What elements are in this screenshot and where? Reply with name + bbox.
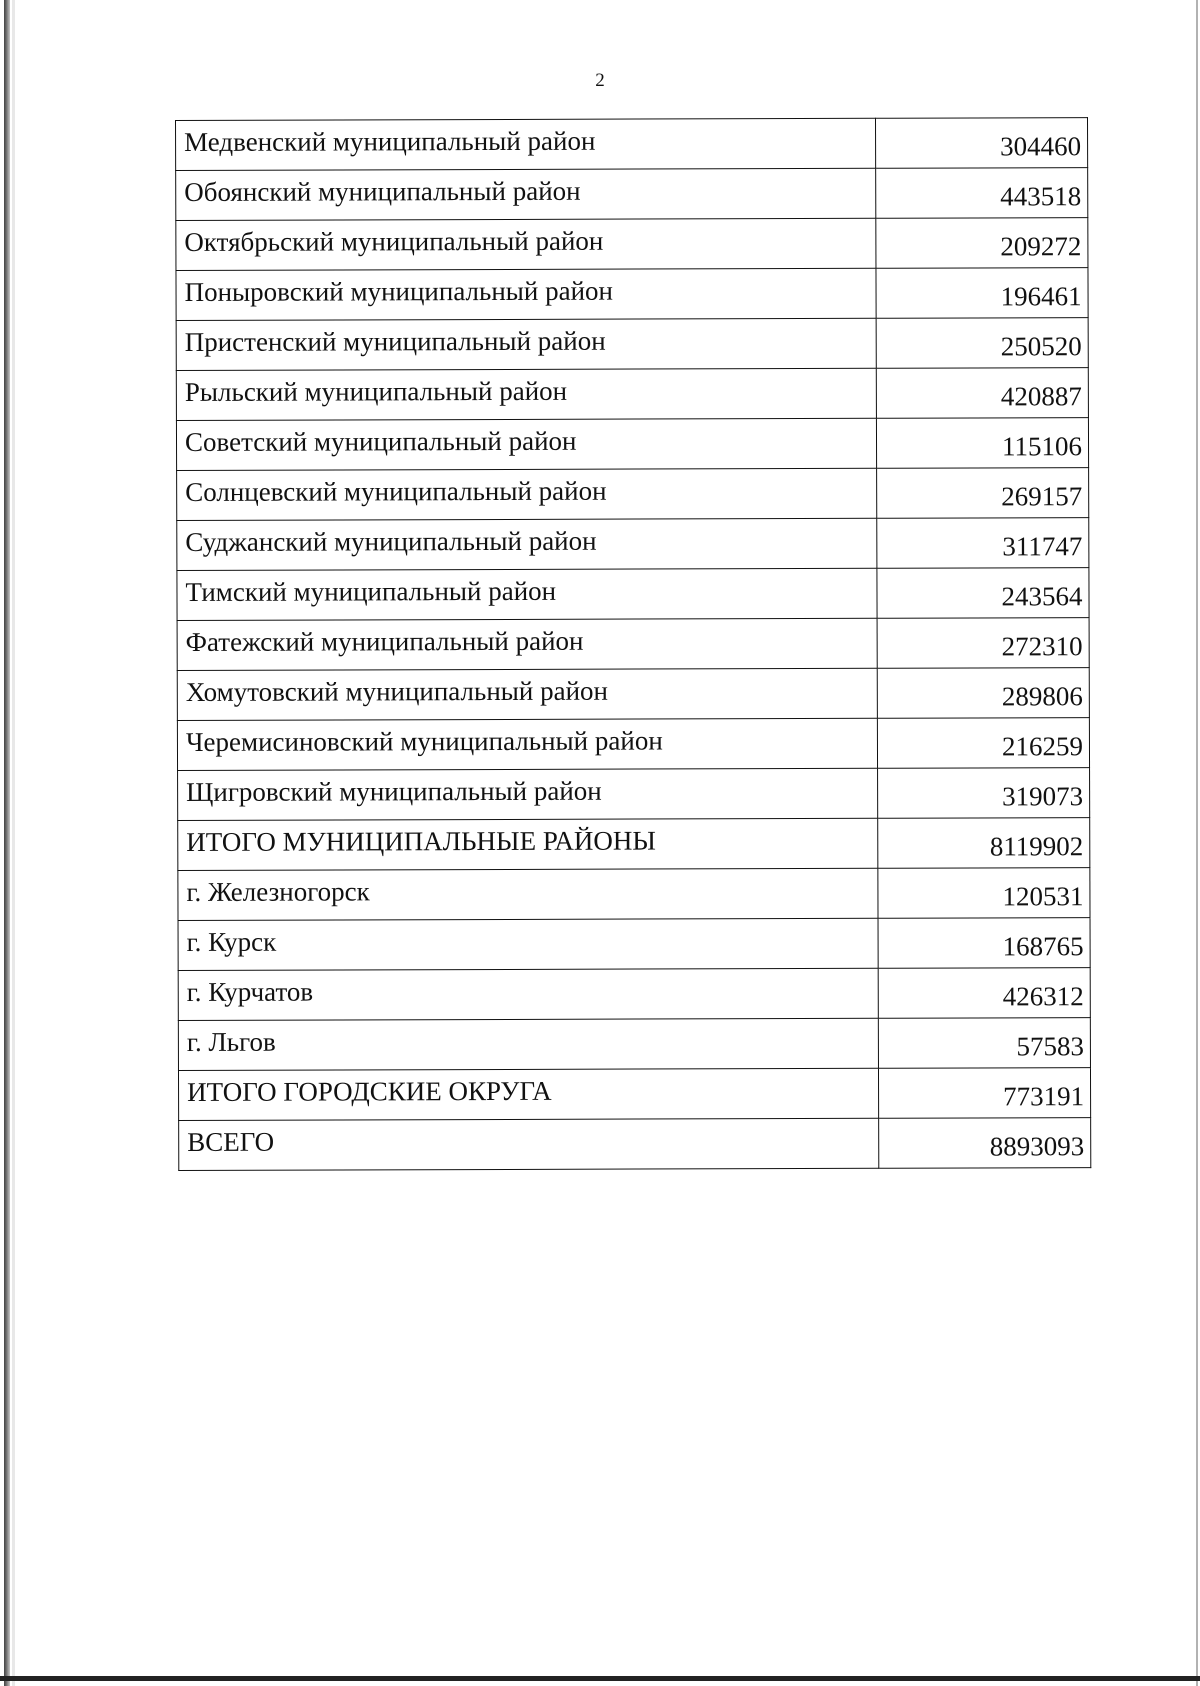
row-name-cell: ИТОГО ГОРОДСКИЕ ОКРУГА: [178, 1068, 878, 1120]
table-body: [176, 118, 1091, 1171]
page-number: 2: [595, 70, 605, 91]
row-value-cell: 773191: [878, 1068, 1090, 1119]
table-row: [176, 118, 1088, 171]
row-value-cell: 269157: [877, 468, 1089, 519]
table-row: [176, 318, 1088, 371]
row-value-cell: 420887: [876, 368, 1088, 419]
row-name-cell: Солнцевский муниципальный район: [177, 468, 877, 520]
row-name-cell: г. Курчатов: [178, 968, 878, 1020]
row-value-cell: 426312: [878, 968, 1090, 1019]
row-name-cell: ВСЕГО: [179, 1118, 879, 1170]
row-name-cell: Щигровский муниципальный район: [178, 768, 878, 820]
budget-table: [175, 117, 1091, 1171]
table-row: [178, 918, 1090, 971]
table-row: [176, 168, 1088, 221]
table-row: [178, 868, 1090, 921]
row-name-cell: Октябрьский муниципальный район: [176, 218, 876, 270]
table-row: [178, 1068, 1090, 1121]
table-row: [177, 468, 1089, 521]
row-name-cell: Тимский муниципальный район: [177, 568, 877, 620]
table-row: [176, 268, 1088, 321]
row-name-cell: Советский муниципальный район: [176, 418, 876, 470]
scan-right-edge: [1196, 0, 1198, 1686]
scan-left-edge: [4, 0, 10, 1686]
table-row: [177, 718, 1089, 771]
row-name-cell: Медвенский муниципальный район: [176, 118, 876, 170]
table-row: [178, 968, 1090, 1021]
row-value-cell: 311747: [877, 518, 1089, 569]
row-value-cell: 243564: [877, 568, 1089, 619]
row-name-cell: г. Льгов: [178, 1018, 878, 1070]
row-name-cell: Пристенский муниципальный район: [176, 318, 876, 370]
scan-bottom-edge: [0, 1676, 1200, 1681]
row-value-cell: 8119902: [878, 818, 1090, 869]
table-row: [178, 768, 1090, 821]
row-value-cell: 115106: [876, 418, 1088, 469]
row-value-cell: 209272: [876, 218, 1088, 269]
row-value-cell: 57583: [878, 1018, 1090, 1069]
row-name-cell: Поныровский муниципальный район: [176, 268, 876, 320]
table-row: [178, 818, 1090, 871]
table-row: [176, 418, 1088, 471]
row-value-cell: 120531: [878, 868, 1090, 919]
row-name-cell: Рыльский муниципальный район: [176, 368, 876, 420]
row-name-cell: г. Железногорск: [178, 868, 878, 920]
row-value-cell: 443518: [876, 168, 1088, 219]
row-name-cell: Черемисиновский муниципальный район: [177, 718, 877, 770]
row-value-cell: 8893093: [879, 1118, 1091, 1169]
row-name-cell: ИТОГО МУНИЦИПАЛЬНЫЕ РАЙОНЫ: [178, 818, 878, 870]
row-value-cell: 216259: [877, 718, 1089, 769]
row-name-cell: Суджанский муниципальный район: [177, 518, 877, 570]
table-row: [178, 1018, 1090, 1071]
row-value-cell: 304460: [875, 118, 1087, 169]
table-row: [176, 218, 1088, 271]
row-value-cell: 250520: [876, 318, 1088, 369]
row-name-cell: Обоянский муниципальный район: [176, 168, 876, 220]
row-name-cell: г. Курск: [178, 918, 878, 970]
row-value-cell: 196461: [876, 268, 1088, 319]
row-value-cell: 168765: [878, 918, 1090, 969]
row-name-cell: Хомутовский муниципальный район: [177, 668, 877, 720]
table-row: [179, 1118, 1091, 1171]
row-value-cell: 289806: [877, 668, 1089, 719]
row-name-cell: Фатежский муниципальный район: [177, 618, 877, 670]
row-value-cell: 272310: [877, 618, 1089, 669]
table-row: [176, 368, 1088, 421]
table-row: [177, 618, 1089, 671]
table-row: [177, 668, 1089, 721]
table-row: [177, 568, 1089, 621]
scan-left-shadow: [12, 0, 15, 1686]
table-row: [177, 518, 1089, 571]
row-value-cell: 319073: [878, 768, 1090, 819]
